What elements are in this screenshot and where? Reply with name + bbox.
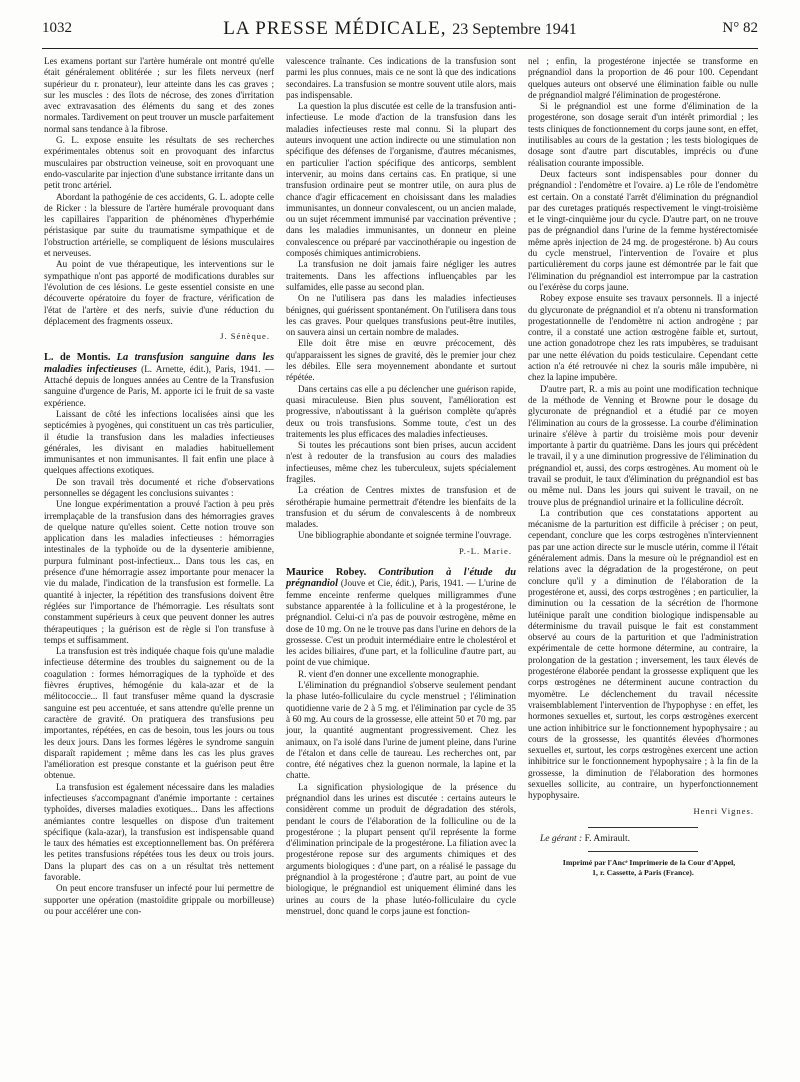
gerant-label: Le gérant : — [540, 833, 583, 844]
running-title — [42, 18, 758, 40]
paragraph: Une bibliographie abondante et soignée termine l'ouvrage. — [298, 530, 512, 541]
paragraph: Au point de vue thérapeutique, les interventions sur le sympathique n'ont pas apporté de modifications durables sur l'évolution de ces lésions. Le geste essentiel consiste en une découverte opératoire du foyer de fracture, vérification de l'état de l'artère et des nerfs, suivie d'une réduction du déplacement des fragments osseux. — [44, 259, 274, 326]
page-header — [42, 18, 758, 49]
paragraph: G. L. expose ensuite les résultats de ses recherches expérimentales obtenus soit en provoquant des infarctus musculaires par obstruction veineuse, soit en provoquant une endo-vascularite par injection d'une substance irritante dans un petit tronc artériel. — [44, 135, 274, 191]
issue-number: N° 82 — [722, 20, 758, 36]
imprint-line-2: 1, r. Cassette, à Paris (France). — [592, 868, 694, 878]
paragraph: La transfusion est très indiquée chaque fois qu'une maladie infectieuse détermine des troubles du saignement ou de la coagulation : formes hémorragiques de la typhoïde et des fièvres éruptives, hémogénie du kala-azar et de la mélitococcie... Il faut transfuser même quand la dyscrasie sanguine est peu accentuée, et sans attendre qu'elle prenne un caractère de gravité. On pratiquera des transfusions peu importantes, répétées, en cas de besoin, tous les jours ou tous les deux jours. Dans les formes légères le syndrome sanguin disparaît rapidement ; même dans les cas les plus graves l'amélioration est presque constante et la guérison peut être obtenue. — [44, 646, 274, 781]
column-1 — [44, 56, 274, 917]
column-2 — [286, 56, 516, 917]
review-heading — [44, 352, 274, 408]
author-signature: Henri Vignes. — [693, 805, 754, 816]
paragraph: La transfusion ne doit jamais faire négliger les autres traitements. Dans les affections influençables par les sulfamides, elle passe au second plan. — [286, 259, 516, 292]
journal-name: LA PRESSE MÉDICALE, — [223, 18, 447, 39]
divider — [588, 827, 698, 828]
author-signature: J. Sénèque. — [220, 331, 270, 342]
paragraph: Si le prégnandiol est une forme d'élimination de la progestérone, son dosage serait d'un intérêt primordial ; les tests cliniques de fonctionnement du corps jaune sont, en effet, inutilisables au cours de la gestation ; les tests biologiques de dosage sont d'autre part discutables, imprécis ou d'une réalisation courante impossible. — [528, 101, 758, 168]
paragraph: Robey expose ensuite ses travaux personnels. Il a injecté du glycuronate de prégnandiol et n'a obtenu ni transformation progestationnelle de l'endomètre ni action androgène ; par contre, il a constaté une action œstrogène faible et, surtout, une action gonadotrope chez les rats impubères, se traduisant par une nette élévation du poids testiculaire. Cependant cette action n'a été retrouvée ni chez la souris mâle impubère, ni chez la lapine impubère. — [528, 293, 758, 383]
paragraph: La transfusion est également nécessaire dans les maladies infectieuses s'accompagnant d'anémie importante : certaines typhoïdes, diverses maladies exotiques... Dans les affections anémiantes contre lesquelles on dispose d'un traitement spécifique (kala-azar), la transfusion est indispensable quand le taux des hématies est exceptionnellement bas. On préférera les petites transfusions répétées tous les deux ou trois jours. Dans la plupart des cas on a un résultat très nettement favorable. — [44, 781, 274, 883]
review-author: Maurice Robey. — [286, 567, 367, 579]
imprint-line-1: Imprimé par l'Ancᵉ Imprimerie de la Cour d'Appel, — [562, 858, 736, 868]
paragraph: Laissant de côté les infections localisées ainsi que les septicémies à pyogènes, qui constituent un cas très particulier, il étudie la transfusion dans les maladies infectieuses générales, les divisant en maladies habituellement immunisantes et non immunisantes. Il fait enfin une place à quelques affections exotiques. — [44, 408, 274, 476]
gerant-name: F. Amirault. — [584, 833, 631, 844]
column-3 — [528, 56, 758, 878]
page-number: 1032 — [42, 20, 72, 36]
paragraph: La création de Centres mixtes de transfusion et de sérothérapie humaine permettrait d'étendre les bienfaits de la transfusion et du sérum de convalescents à de nombreux malades. — [286, 485, 516, 530]
paragraph: De son travail très documenté et riche d'observations personnelles se dégagent les conclusions suivantes : — [44, 476, 274, 498]
divider — [588, 851, 698, 852]
paragraph: Si toutes les précautions sont bien prises, aucun accident n'est à redouter de la transfusion au cours des maladies infectieuses, même chez les tuberculeux, sujets spécialement fragiles. — [286, 440, 516, 484]
issue-date: 23 Septembre 1941 — [452, 21, 577, 38]
review-reference: (L. Arnette, édit.), Paris, 1941. — Attaché depuis de longues années au Centre de la Transfusion sanguine d'urgence de Paris, M. apporte ici le fruit de sa vaste expérience. — [44, 363, 274, 408]
paragraph: Deux facteurs sont indispensables pour donner du prégnandiol : l'endomètre et l'ovaire. a) Le rôle de l'endomètre est certain. On a constaté l'arrêt d'élimination du prégnandiol par des curetages pratiqués respectivement le vingt-troisième et le vingt-cinquième jour du cycle. D'autre part, on ne trouve pas de prégnandiol dans l'urine de la femme hystérectomisée même après injection de 24 mg. de progestérone. b) Au cours du cycle menstruel, l'intervention de l'ovaire et plus particulièrement du corps jaune est démontrée par le fait que l'élimination du prégnandiol est interrompue par la castration ou l'exérèse du corps jaune. — [528, 168, 758, 292]
paragraph: Elle doit être mise en œuvre précocement, dès qu'apparaissent les signes de gravité, dès le premier jour chez les débiles. Elle sera moyennement abondante et surtout répétée. — [286, 338, 516, 383]
paragraph: R. vient d'en donner une excellente monographie. — [298, 668, 480, 679]
review-heading — [286, 567, 516, 669]
paragraph: La contribution que ces constatations apportent au mécanisme de la parturition est difficile à préciser ; on peut, cependant, conclure que les corps œstrogènes n'interviennent pas par une action directe sur le muscle utérin, comme il l'était généralement admis. Dans la mesure où le prégnandiol est en relations avec la dégradation de la progestérone, on peut conclure qu'il y a diminution de l'élaboration de la progestérone et, aussi, des corps œstrogènes ; en particulier, la diminution ou la cessation de la sécrétion de l'hormone lutéinique paraît une condition biologique indispensable au déterminisme du travail puisque le fait est constamment observé au cours de la parturition et que l'administration expérimentale de cette hormone détermine, au contraire, la prolongation de la gestation ; inversement, les taux élevés de progestérone élaborée pendant la grossesse expliquent que les corps œstrogènes ne déterminent aucune contraction du myomètre. Le déclenchement du travail nécessite vraisemblablement l'intervention de l'hypophyse : en effet, les hormones sexuelles et, surtout, les corps œstrogènes exercent une action inhibitrice sur le fonctionnement hypophysaire ; au cours de la grossesse, les quantités élevées d'hormones sexuelles et, surtout, les corps œstrogènes exercent une action inhibitrice sur le fonctionnement hypophysaire ; à la fin de la grossesse, la diminution de l'élaboration des hormones sexuelles sollicite, au contraire, un hyperfonctionnement hypophysaire. — [528, 507, 758, 801]
author-signature: P.-L. Marie. — [458, 545, 512, 556]
review-reference: (Jouve et Cie, édit.), Paris, 1941. — L'urine de femme enceinte renferme quelques milligrammes d'une substance apparentée à la folliculine et à la progestérone, le prégnandiol. Celui-ci n'a pas de pouvoir œstrogène, même en dose de 10 mg. On ne le trouve pas dans l'urine en dehors de la grossesse. C'est un produit intermédiaire entre le cholestérol et les acides biliaires, d'une part, et la folliculine d'autre part, au point de vue chimique. — [286, 578, 517, 668]
review-author: L. de Montis. — [44, 352, 111, 364]
paragraph: nel ; enfin, la progestérone injectée se transforme en prégnandiol dans la proportion de 46 pour 100. Cependant quelques auteurs ont observé une élimination faible ou nulle de prégnandiol malgré l'élimination de progestérone. — [528, 56, 758, 100]
paragraph: On peut encore transfuser un infecté pour lui permettre de supporter une opération (mastoïdite grippale ou morbilleuse) ou pour accélérer une con- — [44, 883, 274, 916]
paragraph: Dans certains cas elle a pu déclencher une guérison rapide, quasi miraculeuse. Bien plus souvent, l'amélioration est progressive, n'aboutissant à la guérison complète qu'après deux ou trois transfusions. Somme toute, c'est un des traitements les plus efficaces des maladies infectieuses. — [286, 383, 516, 439]
review-title: Contribution à l'étude du prégnandiol — [286, 567, 516, 590]
paragraph: Une longue expérimentation a prouvé l'action à peu près irremplaçable de la transfusion dans des hémorragies graves de quelque nature qu'elles soient. Cette notion trouve son application dans les maladies infectieuses : hémorragies intestinales de la typhoïde ou de la dysenterie amibienne, purpura fulminant post-infectieux... Dans tous les cas, en présence d'une hémorragie assez importante pour menacer la vie du malade, l'indication de la transfusion est formelle. La quantité à injecter, la répétition des transfusions doivent être réglées sur l'importance de l'hémorragie. Les résultats sont constamment supérieurs à ceux que peuvent donner les autres thérapeutiques ; la guérison est de règle si l'on transfuse à temps et suffisamment. — [44, 499, 274, 645]
paragraph: D'autre part, R. a mis au point une modification technique de la méthode de Venning et Browne pour le dosage du glycuronate de prégnandiol et a étudié par ce moyen l'élimination au cours de la grossesse. La courbe d'élimination urinaire s'élève à partir du troisième mois pour devenir importante à partir du quatrième. Dans les jours qui précèdent le travail, il y a une diminution progressive de l'élimination du prégnandiol et, aussi, des corps œstrogènes. Au moment où le travail se produit, le taux d'élimination du prégnandiol est bas ou même nul. Dans les jours qui suivent le travail, on ne trouve plus de prégnandiol urinaire et la folliculine décroît. — [528, 383, 758, 507]
paragraph: valescence traînante. Ces indications de la transfusion sont parmi les plus connues, mais ce ne sont là que des indications secondaires. La transfusion se montre souvent utile alors, mais pas indispensable. — [286, 56, 516, 100]
review-title: La transfusion sanguine dans les maladies infectieuses — [44, 352, 274, 375]
paragraph: La signification physiologique de la présence du prégnandiol dans les urines est discutée : certains auteurs le considèrent comme un produit de dégradation des stérols, pendant le cours de l'élaboration de la folliculine ou de la progestérone ; la plupart pensent qu'il représente la forme d'élimination principale de la progestérone. La filiation avec la progestérone repose sur des arguments chimiques et des arguments biologiques : d'une part, on a réalisé le passage du prégnandiol à la progestérone ; d'autre part, au point de vue biologique, le prégnandiol est uniquement éliminé dans les urines au cours de la phase lutéo-folliculaire du cycle menstruel, donc quand le corps jaune est fonction- — [286, 781, 516, 916]
paragraph: La question la plus discutée est celle de la transfusion anti-infectieuse. Le mode d'action de la transfusion dans les maladies infectieuses reste mal connu. Si la plupart des auteurs invoquent une action indirecte ou une stimulation non spécifique des défenses de l'organisme, d'autres mécanismes, en particulier l'action spécifique des anticorps, semblent intervenir, au moins dans certains cas. En pratique, si une transfusion ordinaire peut se montrer utile, on aura plus de chance d'agir efficacement en choisissant dans les maladies immunisantes, un donneur convalescent, ou un ancien malade, ou un sujet récemment immunisé par vaccination préventive ; dans les maladies immunisantes, un donneur en pleine convalescence ou préparé par vaccinothérapie ou ingestion de composés chimiques antimicrobiens. — [286, 101, 516, 259]
paragraph: Les examens portant sur l'artère humérale ont montré qu'elle était généralement oblitérée ; sur les filets nerveux (nerf supérieur du r. pronateur), leur atteinte dans les cas graves ; sur les muscles : des îlots de nécrose, des zones d'irritation avec extravasation des éléments du sang et des zones normales. Tardivement on peut trouver un muscle parfaitement normal sans tendance à la fibrose. — [44, 56, 274, 134]
printer-imprint — [528, 858, 758, 878]
gerant-line — [528, 834, 758, 845]
paragraph: On ne l'utilisera pas dans les maladies infectieuses bénignes, qui guérissent spontanément. On l'utilisera dans tous les cas graves. Pour quelques transfusions peut-être inutiles, on sauvera ainsi un certain nombre de malades. — [286, 293, 516, 338]
paragraph: Abordant la pathogénie de ces accidents, G. L. adopte celle de Ricker : la blessure de l'artère humérale provoquant dans les capillaires l'apparition de phénomènes d'hyperhémie péristasique par suite du traumatisme sympathique et de l'obstruction artérielle, se compliquent de lésions musculaires et nerveuses. — [44, 191, 274, 259]
paragraph: L'élimination du prégnandiol s'observe seulement pendant la phase lutéo-folliculaire du cycle menstruel ; l'élimination quotidienne varie de 2 à 5 mg. et l'élimination par cycle de 35 à 60 mg. Au cours de la grossesse, elle atteint 50 et 70 mg. par jour, la quantité augmentant progressivement. Chez les animaux, on l'a isolé dans l'urine de jument pleine, dans l'urine de l'étalon et dans celle de taureau. Les recherches ont, par contre, été négatives chez la guenon normale, la lapine et la chatte. — [286, 680, 516, 781]
